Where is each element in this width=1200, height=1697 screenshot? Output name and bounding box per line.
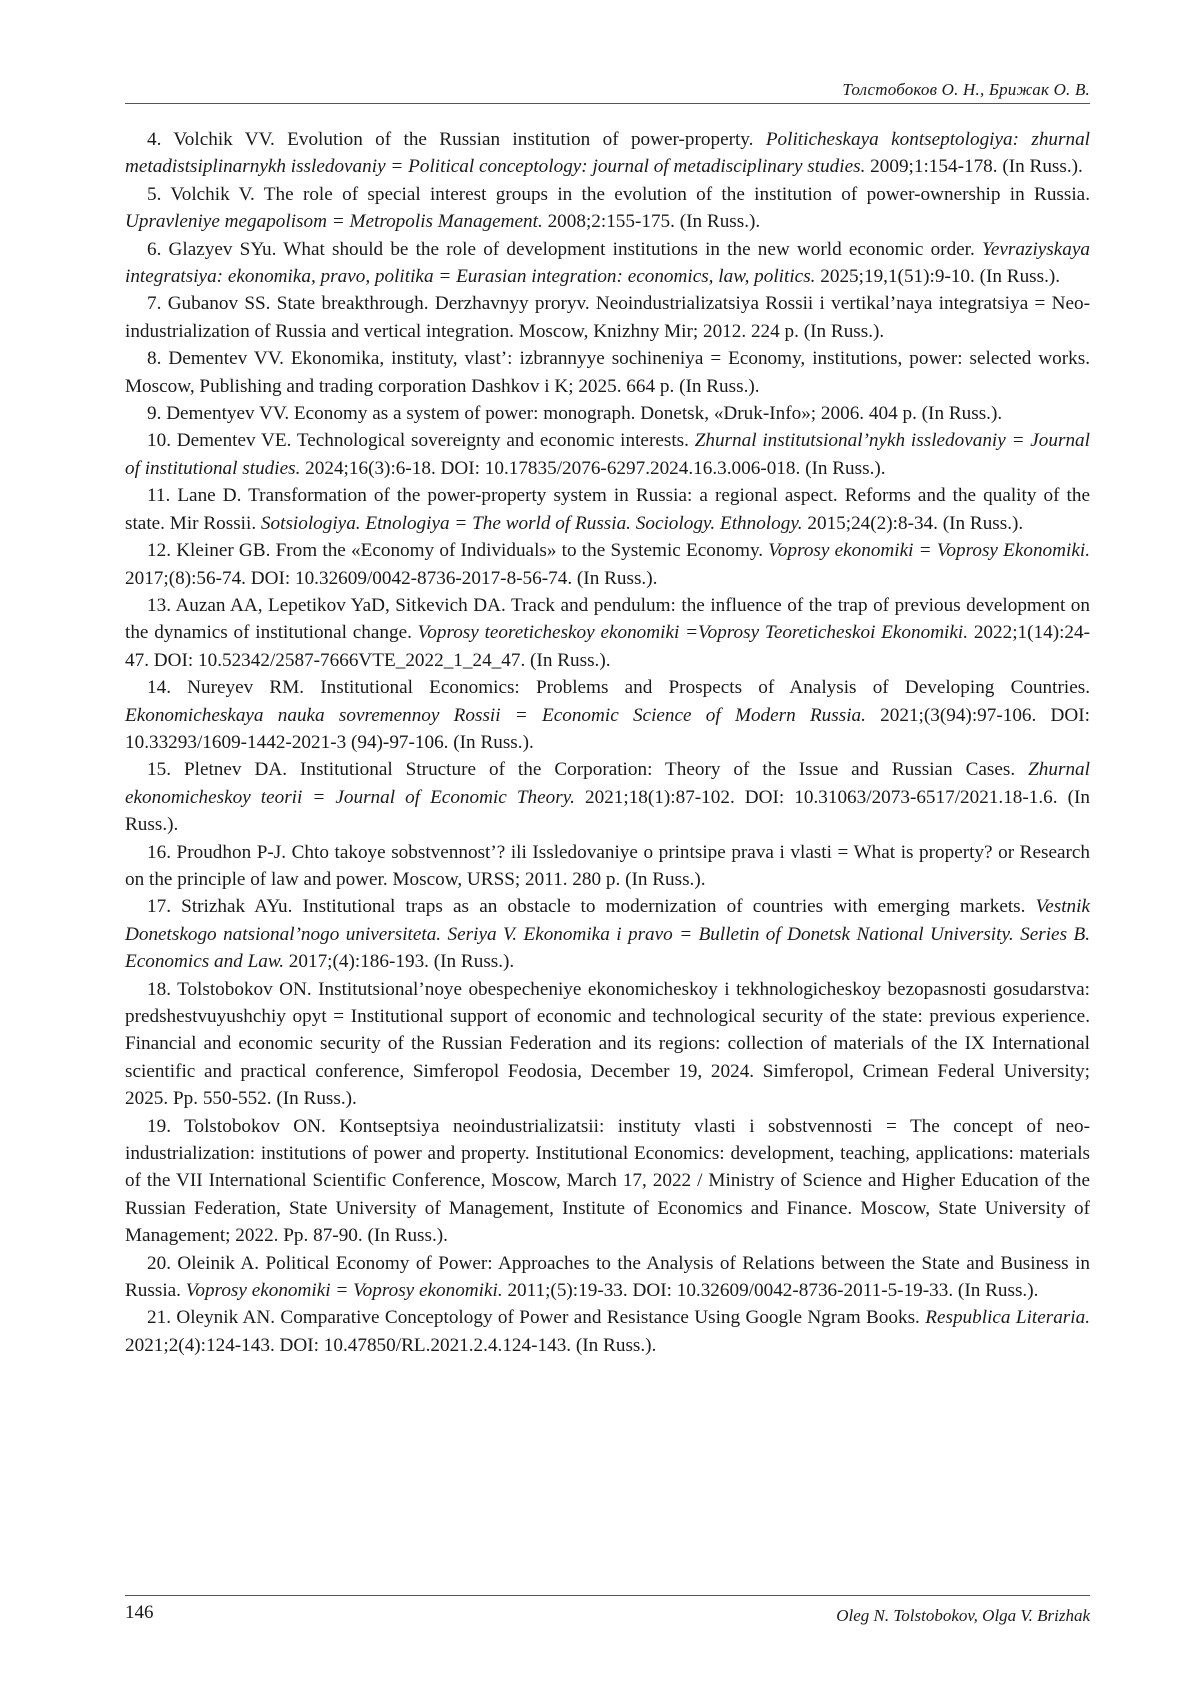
reference-entry xyxy=(125,482,1090,537)
reference-text: 16. Proudhon P-J. Chto takoye sobstvennost’? ili Issledovaniye o printsipe prava i vlasti = What is property? or Research on the principle of law and power. Moscow, URSS; 2011. 280 p. (In Russ.). xyxy=(125,841,1090,890)
reference-source: Respublica Literaria. xyxy=(925,1307,1090,1329)
reference-source: Upravleniye megapolisom = Metropolis Management. xyxy=(125,211,543,233)
reference-entry xyxy=(125,181,1090,236)
reference-details: 2022;1(14):24-47. DOI: 10.52342/2587-7666VTE_2022_1_24_47. (In Russ.). xyxy=(125,622,1090,671)
reference-details: 2025;19,1(51):9-10. (In Russ.). xyxy=(815,266,1061,288)
reference-text: 11. Lane D. Transformation of the power-property system in Russia: a regional aspect. Reforms and the quality of the state. Mir Rossii. xyxy=(125,485,1090,534)
footer-authors: Oleg N. Tolstobokov, Olga V. Brizhak xyxy=(836,1606,1090,1625)
reference-source: Zhurnal ekonomicheskoy teorii = Journal of Economic Theory. xyxy=(125,759,1090,808)
reference-text: 6. Glazyev SYu. What should be the role of development institutions in the new world economic order. xyxy=(147,238,982,260)
reference-entry xyxy=(125,236,1090,291)
reference-entry xyxy=(125,290,1090,345)
reference-text: 19. Tolstobokov ON. Kontseptsiya neoindustrializatsii: instituty vlasti i sobstvennosti = The concept of neoindustrialization: institutions of power and property. Institutional Economics: development, teaching, applications: materials of the VII International Scientific Conference, Moscow, March 17, 2022 / Ministry of Science and Higher Education of the Russian Federation, State University of Management, Institute of Economics and Finance. Moscow, State University of Management; 2022. Pp. 87-90. (In Russ.). xyxy=(125,1115,1090,1247)
reference-details: 2017;(4):186-193. (In Russ.). xyxy=(284,951,515,973)
reference-text: 13. Auzan AA, Lepetikov YaD, Sitkevich DA. Track and pendulum: the influence of the trap of previous development on the dynamics of institutional change. xyxy=(125,594,1090,644)
reference-text: 9. Dementyev VV. Economy as a system of power: monograph. Donetsk, «Druk-Info»; 2006. 404 p. (In Russ.). xyxy=(147,403,1003,425)
reference-source: Voprosy ekonomiki = Voprosy Ekonomiki. xyxy=(768,540,1090,562)
reference-source: Vestnik Donetskogo natsional’nogo universiteta. Seriya V. Ekonomika i pravo = Bulletin of Donetsk National University. Series B. Economics and Law. xyxy=(125,896,1090,973)
reference-entry xyxy=(125,1250,1090,1305)
reference-entry xyxy=(125,756,1090,838)
reference-details: 2011;(5):19-33. DOI: 10.32609/0042-8736-2011-5-19-33. (In Russ.). xyxy=(502,1280,1039,1302)
reference-details: 2021;2(4):124-143. DOI: 10.47850/RL.2021.2.4.124-143. (In Russ.). xyxy=(125,1334,657,1356)
reference-entry xyxy=(125,976,1090,1113)
reference-details: 2015;24(2):8-34. (In Russ.). xyxy=(802,512,1024,534)
reference-entry xyxy=(125,1113,1090,1250)
reference-text: 4. Volchik VV. Evolution of the Russian institution of power-property. xyxy=(147,129,766,150)
reference-text: 20. Oleinik A. Political Economy of Power: Approaches to the Analysis of Relations between the State and Business in Russia. xyxy=(125,1252,1090,1302)
reference-details: 2024;16(3):6-18. DOI: 10.17835/2076-6297.2024.16.3.006-018. (In Russ.). xyxy=(300,457,886,479)
reference-source: Yevraziyskaya integratsiya: ekonomika, pravo, politika = Eurasian integration: economics, law, politics. xyxy=(125,238,1090,288)
reference-entry xyxy=(125,400,1090,427)
header-rule xyxy=(125,103,1090,104)
reference-source: Ekonomicheskaya nauka sovremennoy Rossii = Economic Science of Modern Russia. xyxy=(125,704,866,726)
reference-source: Sotsiologiya. Etnologiya = The world of Russia. Sociology. Ethnology. xyxy=(260,512,803,534)
running-head: Толстобоков О. Н., Брижак О. В. xyxy=(842,80,1090,99)
reference-list xyxy=(125,126,1090,1359)
page-number: 146 xyxy=(125,1602,154,1623)
reference-details: 2009;1:154-178. (In Russ.). xyxy=(865,156,1083,178)
footer-rule xyxy=(125,1595,1090,1596)
reference-text: 10. Dementev VE. Technological sovereignty and economic interests. xyxy=(147,430,695,452)
reference-entry xyxy=(125,674,1090,756)
reference-text: 12. Kleiner GB. From the «Economy of Individuals» to the Systemic Economy. xyxy=(147,540,769,562)
reference-details: 2008;2:155-175. (In Russ.). xyxy=(542,211,761,233)
reference-entry xyxy=(125,126,1090,181)
reference-source: Voprosy ekonomiki = Voprosy ekonomiki. xyxy=(185,1280,503,1302)
reference-text: 21. Oleynik AN. Comparative Conceptology of Power and Resistance Using Google Ngram Books. xyxy=(147,1307,926,1329)
reference-source: Voprosy teoreticheskoy ekonomiki =Voprosy Teoreticheskoi Ekonomiki. xyxy=(417,622,969,644)
reference-entry xyxy=(125,893,1090,975)
reference-text: 5. Volchik V. The role of special interest groups in the evolution of the institution of power-ownership in Russia. xyxy=(147,183,1090,205)
reference-source: Zhurnal institutsional’nykh issledovaniy = Journal of institutional studies. xyxy=(125,430,1090,479)
reference-text: 7. Gubanov SS. State breakthrough. Derzhavnyy proryv. Neoindustrializatsiya Rossii i vertikal’naya integratsiya = Neo-industrialization of Russia and vertical integration. Moscow, Knizhny Mir; 2012. 224 p. (In Russ.). xyxy=(125,293,1090,342)
reference-entry xyxy=(125,427,1090,482)
reference-details: 2017;(8):56-74. DOI: 10.32609/0042-8736-2017-8-56-74. (In Russ.). xyxy=(125,567,658,589)
reference-entry xyxy=(125,537,1090,592)
reference-text: 14. Nureyev RM. Institutional Economics: Problems and Prospects of Analysis of Developing Countries. xyxy=(147,677,1090,699)
reference-details: 2021;(3(94):97-106. DOI: 10.33293/1609-1442-2021-3 (94)-97-106. (In Russ.). xyxy=(125,704,1090,753)
reference-text: 15. Pletnev DA. Institutional Structure of the Corporation: Theory of the Issue and Russian Cases. xyxy=(147,759,1029,781)
reference-text: 17. Strizhak AYu. Institutional traps as an obstacle to modernization of countries with emerging markets. xyxy=(147,896,1036,918)
reference-entry xyxy=(125,592,1090,674)
reference-entry xyxy=(125,1304,1090,1359)
reference-text: 18. Tolstobokov ON. Institutsional’noye obespecheniye ekonomicheskoy i tekhnologicheskoy bezopasnosti gosudarstva: predshestvuyushchiy opyt = Institutional support of economic and technological security of the state: previous experience. Financial and economic security of the Russian Federation and its regions: collection of materials of the IX International scientific and practical conference, Simferopol Feodosia, December 19, 2024. Simferopol, Crimean Federal University; 2025. Pp. 550-552. (In Russ.). xyxy=(125,978,1090,1110)
reference-text: 8. Dementev VV. Ekonomika, instituty, vlast’: izbrannyye sochineniya = Economy, institutions, power: selected works. Moscow, Publishing and trading corporation Dashkov i K; 2025. 664 p. (In Russ.). xyxy=(125,348,1090,397)
reference-details: 2021;18(1):87-102. DOI: 10.31063/2073-6517/2021.18-1.6. (In Russ.). xyxy=(125,786,1090,836)
reference-entry xyxy=(125,345,1090,400)
reference-entry xyxy=(125,839,1090,894)
reference-source: Politicheskaya kontseptologiya: zhurnal metadistsiplinarnykh issledovaniy = Political conceptology: journal of metadisciplinary studies. xyxy=(125,129,1090,178)
